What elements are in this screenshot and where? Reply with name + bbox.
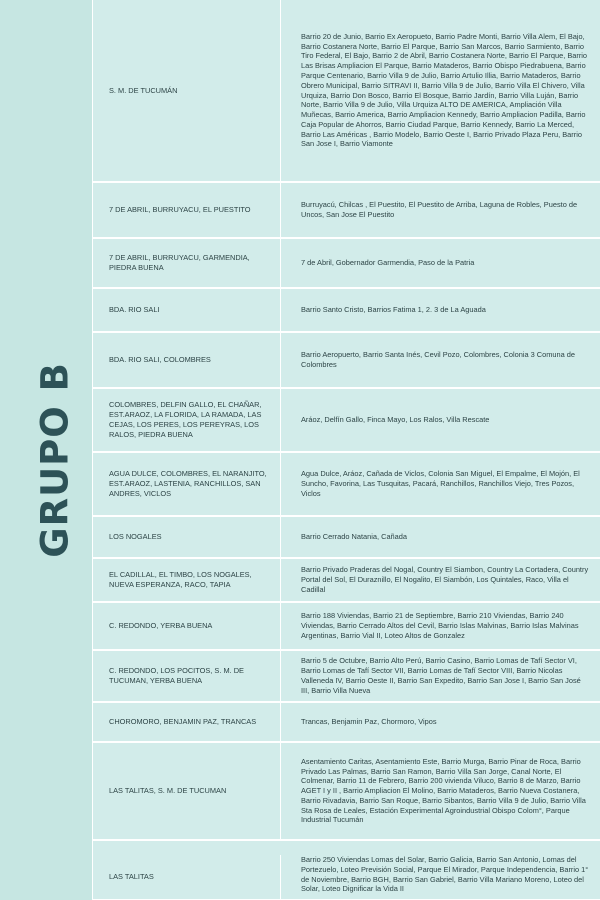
area-cell: BDA. RIO SALI <box>93 289 281 331</box>
area-cell: 7 DE ABRIL, BURRUYACU, EL PUESTITO <box>93 183 281 237</box>
barrios-cell: Barrio 250 Viviendas Lomas del Solar, Barrio Galicia, Barrio San Antonio, Lomas del Portezuelo, Loteo Previsión Social, Parque El Mirador, Parque Independencia, Barrio 1° de Noviembre, Barrio BGH, Barrio San Gabriel, Barrio Villa Mariano Moreno, Loteo del Solar, Loteo Dignificar la Vida II <box>301 855 589 894</box>
table-row <box>93 841 600 900</box>
table-row <box>93 239 600 289</box>
barrios-cell: Barrio 188 Viviendas, Barrio 21 de Septiembre, Barrio 210 Viviendas, Barrio 240 Viviendas, Barrio Cerrado Altos del Cevil, Barrio Islas Malvinas, Barrio Islas Malvinas Argentinas, Barrio Vial II, Loteo Altos de Gonzalez <box>301 611 579 640</box>
area-cell: EL CADILLAL, EL TIMBO, LOS NOGALES, NUEVA ESPERANZA, RACO, TAPIA <box>93 559 281 601</box>
area-cell: C. REDONDO, YERBA BUENA <box>93 603 281 649</box>
table-row <box>93 603 600 651</box>
area-cell: LAS TALITAS <box>93 855 281 899</box>
barrios-cell: Barrio 20 de Junio, Barrio Ex Aeropueto, Barrio Padre Monti, Barrio Villa Alem, El Bajo, Barrio Costanera Norte, Barrio El Parque, Barrio San Marcos, Barrio Sarmiento, Barrio Tiro Federal, El Bajo, Barrio 2 de Abril, Barrio Costanera Norte, Barrio El Parque, Barrio Las Brisas Ampliacion El Parque, Barrio Mataderos, Barrio Obispo Piedrabuena, Barrio Parque Centenario, Barrio Villa 9 de Julio, Barrio Artulio Illia, Barrio Mataderos, Barrio Obrero Municipal, Barrio SITRAVI II, Barrio Villa 9 de Julio, Barrio Villa El Chivero, Villa Urquiza, Barrio Don Bosco, Barrio El Bosque, Barrio Jardín, Barrio Villa Luján, Barrio Norte, Barrio Villa 9 de Julio, Villa Urquiza ALTO DE AMERICA, Ampliación Villa Muñecas, Barrio America, Barrio Ampliacion Kennedy, Barrio Ampliacion Padilla, Barrio Caja Popular de Ahorros, Barrio Ciudad Parque, Barrio Kennedy, Barrio La Merced, Barrio Las Américas , Barrio Modelo, Barrio Oeste I, Barrio Privado Plaza Peru, Barrio San Jose I, Barrio Viamonte <box>301 31 588 149</box>
zones-table <box>92 0 600 900</box>
table-row <box>93 289 600 333</box>
barrios-cell: Asentamiento Caritas, Asentamiento Este, Barrio Murga, Barrio Pinar de Roca, Barrio Privado Las Palmas, Barrio San Ramon, Barrio Villa San Jorge, Canal Norte, El Colmenar, Barrio 11 de Febrero, Barrio 200 vivienda Viluco, Barrio 8 de Marzo, Barrio AGET I y II , Barrio Ampliacion El Molino, Barrio Mataderos, Barrio Nueva Costanera, Barrio Rivadavia, Barrio San Roque, Barrio Sibantos, Barrio Villa 9 de Julio, Barrio Villa Sta Rosa de Leales, Estación Experimental Agroindustrial Obispo Colom°, Parque Industrial Tucumán <box>301 756 586 825</box>
barrios-cell: Trancas, Benjamin Paz, Chormoro, Vipos <box>301 717 437 727</box>
area-cell: AGUA DULCE, COLOMBRES, EL NARANJITO, EST.ARAOZ, LASTENIA, RANCHILLOS, SAN ANDRES, VICLOS <box>93 453 281 515</box>
barrios-cell: Burruyacú, Chilcas , El Puestito, El Puestito de Arriba, Laguna de Robles, Puesto de Uncos, San Jose El Puestito <box>301 200 578 219</box>
table-row <box>93 517 600 559</box>
area-cell: S. M. DE TUCUMÁN <box>93 0 281 181</box>
group-title: GRUPO B <box>33 362 77 558</box>
area-cell: COLOMBRES, DELFIN GALLO, EL CHAÑAR, EST.ARAOZ, LA FLORIDA, LA RAMADA, LAS CEJAS, LOS PERES, LOS PEREYRAS, LOS RALOS, PIEDRA BUENA <box>93 389 281 451</box>
table-row <box>93 333 600 389</box>
area-cell: 7 DE ABRIL, BURRUYACU, GARMENDIA, PIEDRA BUENA <box>93 239 281 287</box>
table-row <box>93 453 600 517</box>
table-row <box>93 183 600 239</box>
barrios-cell: 7 de Abril, Gobernador Garmendia, Paso de la Patria <box>301 258 475 268</box>
barrios-cell: Barrio Santo Cristo, Barrios Fatima 1, 2. 3 de La Aguada <box>301 305 486 315</box>
barrios-cell: Barrio Aeropuerto, Barrio Santa Inés, Cevil Pozo, Colombres, Colonia 3 Comuna de Colombres <box>301 350 576 369</box>
group-label <box>0 0 92 900</box>
area-cell: LOS NOGALES <box>93 517 281 557</box>
barrios-cell: Barrio Cerrado Natania, Cañada <box>301 532 407 542</box>
barrios-cell: Barrio Privado Praderas del Nogal, Country El Siambon, Country La Cortadera, Country Portal del Sol, El Duraznillo, El Nogalito, El Siambón, Los Quintales, Raco, Villa el Cadillal <box>301 565 589 594</box>
table-row <box>93 0 600 183</box>
barrios-cell: Aráoz, Delfín Gallo, Finca Mayo, Los Ralos, Villa Rescate <box>301 415 490 425</box>
table-row <box>93 559 600 603</box>
area-cell: LAS TALITAS, S. M. DE TUCUMAN <box>93 743 281 839</box>
barrios-cell: Agua Dulce, Aráoz, Cañada de Viclos, Colonia San Miguel, El Empalme, El Mojón, El Suncho, Favorina, Las Tusquitas, Pacará, Ranchillos, Ranchillos Viejo, Tres Pozos, Viclos <box>301 469 580 498</box>
area-cell: BDA. RIO SALI, COLOMBRES <box>93 333 281 387</box>
barrios-cell: Barrio 5 de Octubre, Barrio Alto Perú, Barrio Casino, Barrio Lomas de Tafí Sector VI, Barrio Lomas de Tafí Sector VII, Barrio Lomas de Tafí Sector VIII, Barrio Nicolas Valleneda IV, Barrio Oeste II, Barrio San Expedito, Barrio San Jose I, Barrio San José III, Barrio Villa Nueva <box>301 656 581 695</box>
table-row <box>93 389 600 453</box>
table-row <box>93 651 600 703</box>
area-cell: CHOROMORO, BENJAMIN PAZ, TRANCAS <box>93 703 281 741</box>
table-row <box>93 743 600 841</box>
table-row <box>93 703 600 743</box>
area-cell: C. REDONDO, LOS POCITOS, S. M. DE TUCUMAN, YERBA BUENA <box>93 651 281 701</box>
